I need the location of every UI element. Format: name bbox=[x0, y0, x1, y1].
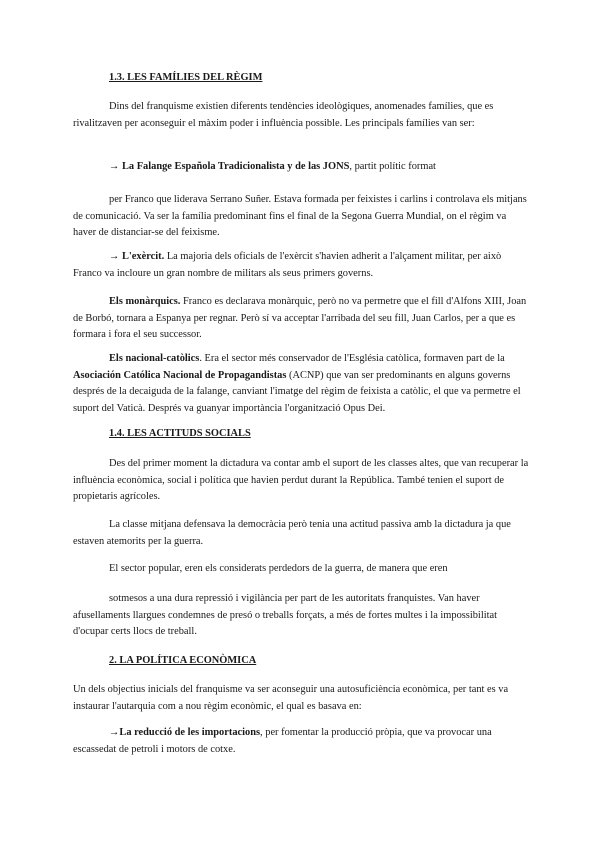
social-paragraph-3: El sector popular, eren els considerats perdedors de la guerra, de manera que eren bbox=[109, 563, 448, 574]
section-2-heading: 2. LA POLÍTICA ECONÒMICA bbox=[109, 655, 257, 666]
section-1-4-heading: 1.4. LES ACTITUDS SOCIALS bbox=[109, 428, 251, 439]
falange-title: → La Falange Española Tradicionalista y de las JONS bbox=[109, 161, 350, 172]
falange-paragraph: per Franco que liderava Serrano Suñer. Estava formada per feixistes i carlins i controlava els mitjans de comunicació. Va ser la família predominant fins el final de la Segona Guerra Mundial, on el règim va haver de distanciar-se del feixisme. bbox=[73, 194, 527, 238]
falange-heading-line: → La Falange Española Tradicionalista y de las JONS, partit polític format bbox=[109, 161, 436, 172]
importacions-title: →La reducció de les importacions bbox=[109, 727, 261, 738]
acnp-name: Asociación Católica Nacional de Propagandistas bbox=[73, 369, 287, 381]
catolics-paragraph: Els nacional-catòlics. Era el sector més conservador de l'Església catòlica, formaven part de la Asociación Católica Nacional de Propagandistas (ACNP) que van ser predominants en alguns governs després de la decaiguda de la falange, canviant l'imatge del règim de feixista a catòlic, el que va permetre el suport del Vaticà. Després va guanyar importància l'organització Opus Dei. bbox=[73, 353, 521, 414]
exercit-paragraph: → L'exèrcit. La majoria dels oficials de l'exèrcit s'havien adherit a l'alçament militar, per això Franco va incloure un gran nombre de militars als seus primers governs. bbox=[73, 251, 502, 279]
social-paragraph-2: La classe mitjana defensava la democràcia però tenia una actitud passiva amb la dictadura ja que estaven atemorits per la guerra. bbox=[73, 519, 511, 547]
monarquics-paragraph: Els monàrquics. Franco es declarava monàrquic, però no va permetre que el fill d'Alfons XIII, Joan de Borbó, tornara a Espanya per regnar. Però sí va acceptar l'arribada del seu fill, Juan Carlos, per a que es formara i fora el seu successor. bbox=[73, 296, 527, 340]
social-paragraph-4: sotmesos a una dura repressió i vigilància per part de les autoritats franquistes. Van haver afusellaments llargues condemnes de presó o treballs forçats, a més de fortes multes i la impossibilitat d'ocupar certs llocs de treball. bbox=[73, 593, 497, 637]
catolics-title: Els nacional-catòlics bbox=[109, 353, 200, 364]
families-intro-paragraph: Dins del franquisme existien diferents tendències ideològiques, anomenades famílies, que es rivalitzaven per aconseguir el màxim poder i influència possible. Les principals famílies van ser: bbox=[73, 101, 494, 129]
importacions-paragraph: →La reducció de les importacions, per fomentar la producció pròpia, que va provocar una escassedat de petroli i motors de cotxe. bbox=[73, 727, 492, 755]
social-paragraph-1: Des del primer moment la dictadura va contar amb el suport de les classes altes, que van recuperar la influència econòmica, social i política que havien perdut durant la República. També tenien el suport de propietaris agrícoles. bbox=[73, 458, 529, 502]
exercit-title: → L'exèrcit. bbox=[109, 251, 165, 262]
economic-intro-paragraph: Un dels objectius inicials del franquisme va ser aconseguir una autosuficiència econòmica, per tant es va instaurar l'autarquia com a nou règim econòmic, el qual es basava en: bbox=[73, 684, 509, 712]
section-1-3-heading: 1.3. LES FAMÍLIES DEL RÈGIM bbox=[109, 72, 263, 83]
monarquics-title: Els monàrquics. bbox=[109, 296, 181, 307]
